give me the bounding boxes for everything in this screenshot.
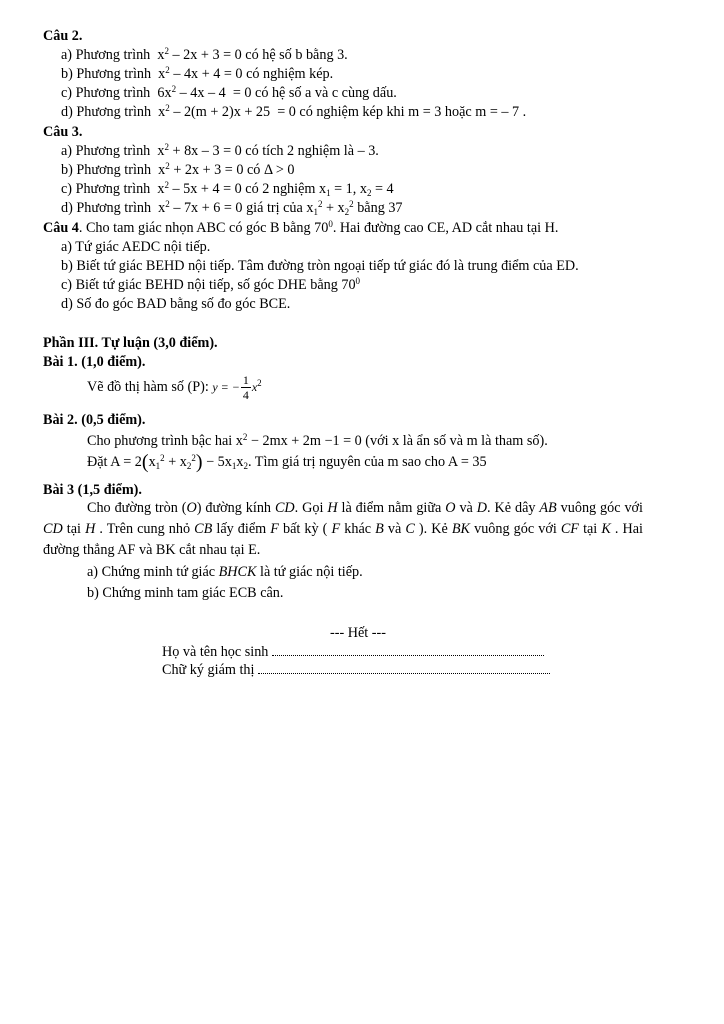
cau3-a: a) Phương trình $x^2 + 8x - 3 = 0$ có tích 2 nghiệm là – 3. — [61, 142, 379, 159]
bai3-title: Bài 3 (1,5 điểm). — [43, 482, 142, 498]
cau2-b: b) Phương trình $x^2 - 4x + 4 = 0$ có nghiệm kép. — [61, 65, 334, 82]
bai3-problem: Cho đường tròn (O) đường kính CD. Gọi H là điểm nằm giữa O và D. Kẻ dây AB vuông góc với CD tại H . Trên cung nhỏ CB lấy điểm F bất kỳ ( F khác B và C ). Kẻ BK vuông góc với CF tại K . Hai đường thẳng AF và BK cắt nhau tại E. — [43, 500, 644, 558]
cau4-intro: Câu 4. Cho tam giác nhọn ABC có góc B bằng $70^0$. Hai đường cao CE, AD cắt nhau tại H. — [43, 219, 559, 236]
cau4-b: b) Biết tứ giác BEHD nội tiếp. Tâm đường tròn ngoại tiếp tứ giác đó là trung điểm của ED. — [61, 258, 579, 274]
bai2-line1: Cho phương trình bậc hai $x^2 - 2mx + 2m -1 = 0$ (với x là ẩn số và m là tham số). — [87, 432, 548, 449]
cau2-c: c) Phương trình $6x^2 - 4x - 4 = 0$ có hệ số a và c cùng dấu. — [61, 84, 397, 101]
cau3-b: b) Phương trình $x^2 + 2x + 3 = 0$ có Δ > 0 — [61, 161, 295, 178]
bai2-title: Bài 2. (0,5 điểm). — [43, 412, 146, 428]
bai3-a: a) Chứng minh tứ giác BHCK là tứ giác nội tiếp. — [87, 564, 363, 580]
cau3-d: d) Phương trình $x^2 - 7x + 6 = 0$ giá trị của $x_1^2 + x_2^2$ bằng 37 — [61, 199, 403, 217]
bai1-text: Vẽ đồ thị hàm số (P): y = − $\frac{1}{4}$ $x^2$ — [87, 373, 262, 403]
bai3-b: b) Chứng minh tam giác ECB cân. — [87, 585, 284, 601]
cau4-d: d) Số đo góc BAD bằng số đo góc BCE. — [61, 296, 291, 312]
cau2-a: a) Phương trình $x^2 - 2x + 3 = 0$ có hệ số b bằng 3. — [61, 46, 348, 63]
cau2-title: Câu 2. — [43, 28, 83, 44]
proctor-signature-line: Chữ ký giám thị — [162, 661, 550, 679]
end-marker: --- Hết --- — [330, 625, 386, 641]
student-name-line: Họ và tên học sinh — [162, 643, 544, 661]
phan3-title: Phần III. Tự luận (3,0 điểm). — [43, 335, 218, 351]
cau3-c: c) Phương trình $x^2 - 5x + 4 = 0$ có 2 nghiệm $x_1 = 1$, $x_2 = 4$ — [61, 180, 394, 198]
bai1-title: Bài 1. (1,0 điểm). — [43, 354, 146, 370]
cau2-d: d) Phương trình $x^2 - 2(m + 2)x + 25 = 0$ có nghiệm kép khi m = 3 hoặc m = – 7 . — [61, 103, 527, 120]
bai2-line2: Đặt $A = 2(x_1^2 + x_2^2) - 5x_1x_2$. Tìm giá trị nguyên của m sao cho A = 35 — [87, 451, 487, 473]
cau4-a: a) Tứ giác AEDC nội tiếp. — [61, 239, 211, 255]
cau4-c: c) Biết tứ giác BEHD nội tiếp, số góc DHE bằng $70^0$ — [61, 276, 361, 293]
cau3-title: Câu 3. — [43, 124, 83, 140]
